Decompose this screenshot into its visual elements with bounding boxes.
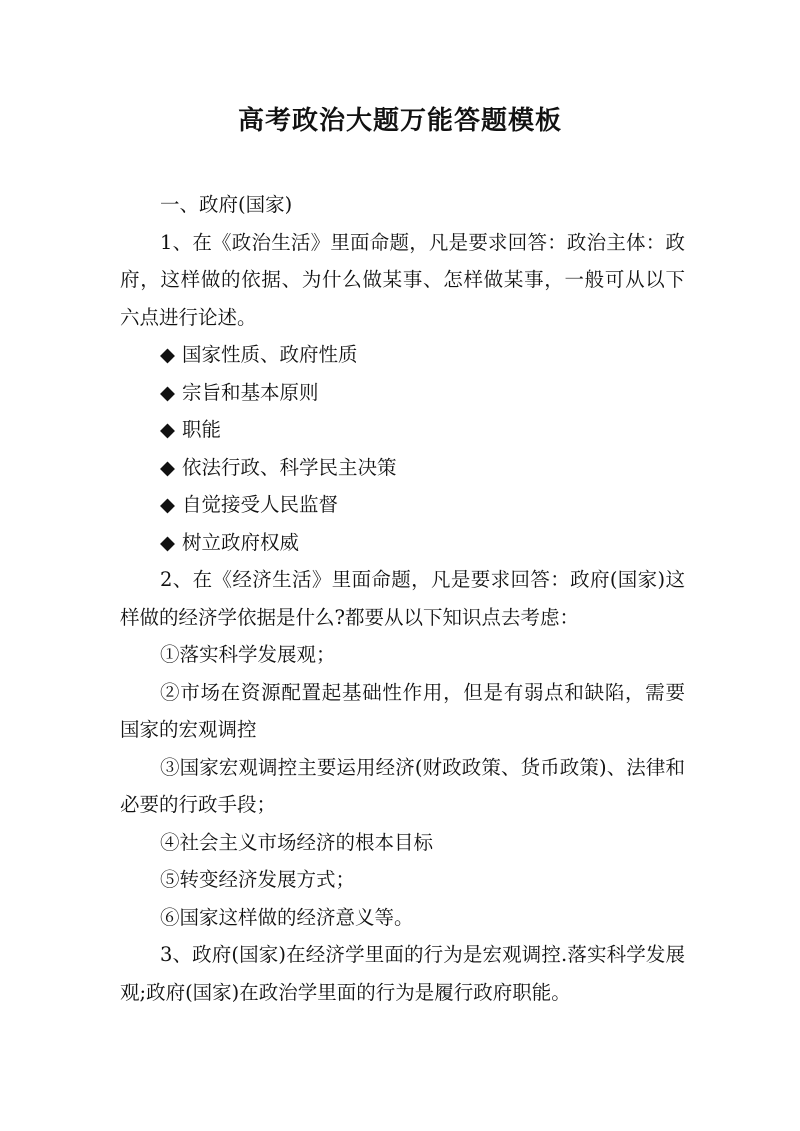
diamond-bullet-icon: ◆ [160, 343, 175, 366]
numbered-point: ⑥国家这样做的经济意义等。 [160, 905, 414, 929]
bullet-item [120, 524, 685, 562]
bullet-item [120, 486, 685, 524]
diamond-bullet-icon: ◆ [160, 380, 175, 404]
bullet-text: 宗旨和基本原则 [182, 380, 319, 404]
bullet-item [120, 336, 685, 374]
bullet-text: 职能 [182, 418, 222, 441]
item-2-paragraph: 2、在《经济生活》里面命题，凡是要求回答：政府(国家)这样做的经济学依据是什么?都要从以下知识点去考虑： [120, 568, 685, 629]
bullet-item [120, 411, 685, 449]
numbered-point: ①落实科学发展观； [160, 643, 336, 666]
document-body [120, 186, 685, 1011]
diamond-bullet-icon: ◆ [160, 418, 175, 441]
bullet-item [120, 449, 685, 487]
bullet-text: 树立政府权威 [182, 530, 300, 554]
document-title: 高考政治大题万能答题模板 [237, 106, 562, 136]
numbered-point: ③国家宏观调控主要运用经济(财政政策、货币政策)、法律和必要的行政手段； [120, 755, 685, 816]
item-1-paragraph: 1、在《政治生活》里面命题，凡是要求回答：政治主体：政府，这样做的依据、为什么做某事、怎样做某事，一般可从以下六点进行论述。 [120, 230, 685, 329]
diamond-bullet-icon: ◆ [160, 455, 175, 479]
bullet-text: 依法行政、科学民主决策 [182, 455, 397, 479]
bullet-item [120, 374, 685, 412]
numbered-point: ②市场在资源配置起基础性作用，但是有弱点和缺陷，需要国家的宏观调控 [120, 680, 685, 741]
diamond-bullet-icon: ◆ [160, 493, 175, 516]
bullet-text: 国家性质、政府性质 [182, 343, 358, 366]
item-3-paragraph: 3、政府(国家)在经济学里面的行为是宏观调控.落实科学发展观;政府(国家)在政治学里面的行为是履行政府职能。 [120, 943, 685, 1004]
section-heading: 一、政府(国家) [160, 193, 293, 216]
diamond-bullet-icon: ◆ [160, 530, 175, 554]
numbered-point: ⑤转变经济发展方式； [160, 868, 356, 891]
numbered-point: ④社会主义市场经济的根本目标 [160, 830, 434, 854]
bullet-text: 自觉接受人民监督 [182, 493, 339, 516]
